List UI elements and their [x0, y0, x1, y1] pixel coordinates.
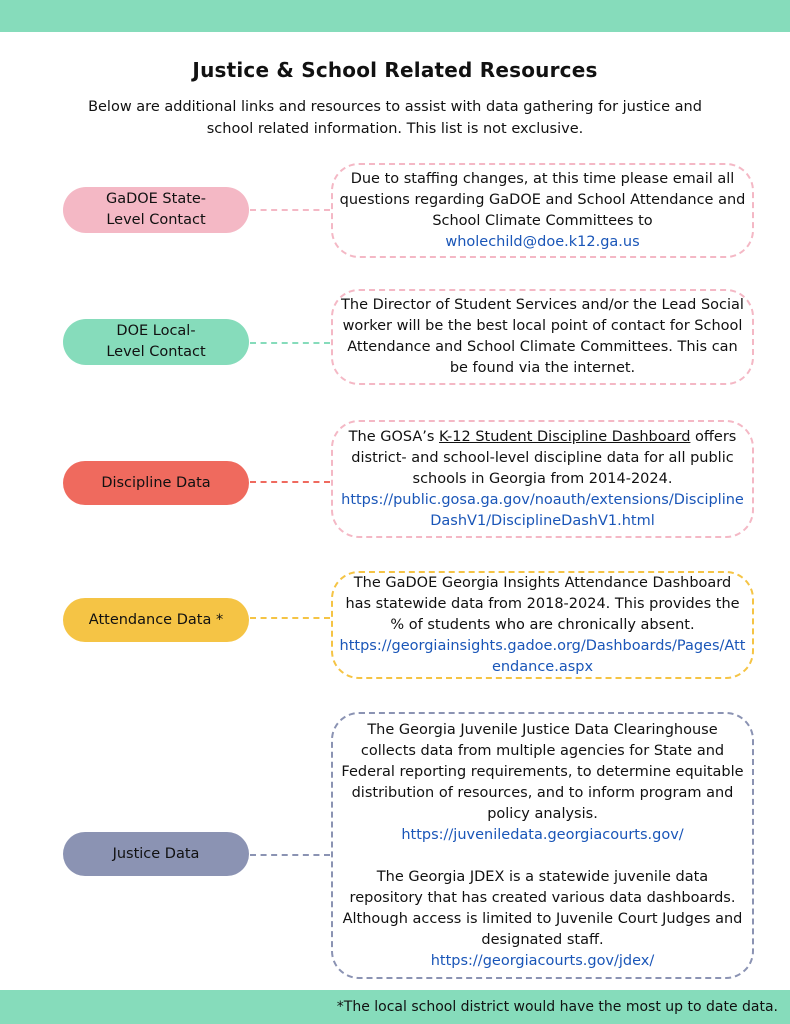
attendance-info-box [331, 571, 754, 679]
doe-local-contact-label: DOE Local- Level Contact [63, 319, 249, 365]
jdex-link[interactable]: https://georgiacourts.gov/jdex/ [430, 952, 655, 969]
attendance-data-label: Attendance Data * [63, 598, 249, 642]
doe-local-info-text: The Director of Student Services and/or the Lead Social worker will be the best local point of contact for School Attendance and School Climate Committees. This can be found via the internet. [341, 297, 744, 376]
top-accent-bar [0, 0, 790, 32]
page-intro: Below are additional links and resources to assist with data gathering for justice and school related information. This list is not exclusive. [88, 99, 702, 137]
gadoe-info-text: Due to staffing changes, at this time please email all questions regarding GaDOE and School Attendance and School Climate Committees to [339, 170, 746, 229]
gadoe-connector [250, 209, 330, 211]
gadoe-email-link[interactable]: wholechild@doe.k12.ga.us [445, 233, 640, 250]
justice-info-box [331, 712, 754, 979]
gadoe-info-box [331, 163, 754, 258]
attendance-info-text: The GaDOE Georgia Insights Attendance Dashboard has statewide data from 2018-2024. This provides the % of students who are chronically absent. [345, 574, 740, 633]
gadoe-state-contact-label: GaDOE State- Level Contact [63, 187, 249, 233]
footer-note: *The local school district would have the most up to date data. [336, 999, 778, 1015]
attendance-connector [250, 617, 330, 619]
jdex-text: The Georgia JDEX is a statewide juvenile data repository that has created various data dashboards. Although access is limited to Juvenile Court Judges and designated staff. [342, 868, 743, 948]
discipline-info-box [331, 420, 754, 538]
justice-connector [250, 854, 330, 856]
discipline-url-link[interactable]: https://public.gosa.ga.gov/noauth/extensions/DisciplineDashV1/DisciplineDashV1.html [341, 491, 744, 529]
page-title: Justice & School Related Resources [192, 58, 598, 82]
attendance-url-link[interactable]: https://georgiainsights.gadoe.org/Dashboards/Pages/Attendance.aspx [339, 637, 746, 675]
juvenile-data-link[interactable]: https://juveniledata.georgiacourts.gov/ [401, 826, 684, 843]
discipline-dashboard-link[interactable]: K-12 Student Discipline Dashboard [439, 428, 691, 445]
discipline-connector [250, 481, 330, 483]
justice-data-label: Justice Data [63, 832, 249, 876]
discipline-info-text: The GOSA’s K-12 Student Discipline Dashboard offers district- and school-level discipline data for all public schools in Georgia from 2014-2024. [348, 428, 737, 487]
juvenile-clearinghouse-text: The Georgia Juvenile Justice Data Clearinghouse collects data from multiple agencies for State and Federal reporting requirements, to determine equitable distribution of resources, and to inform program and policy analysis. [341, 721, 744, 822]
discipline-data-label: Discipline Data [63, 461, 249, 505]
doe-local-connector [250, 342, 330, 344]
doe-local-info-box [331, 289, 754, 385]
